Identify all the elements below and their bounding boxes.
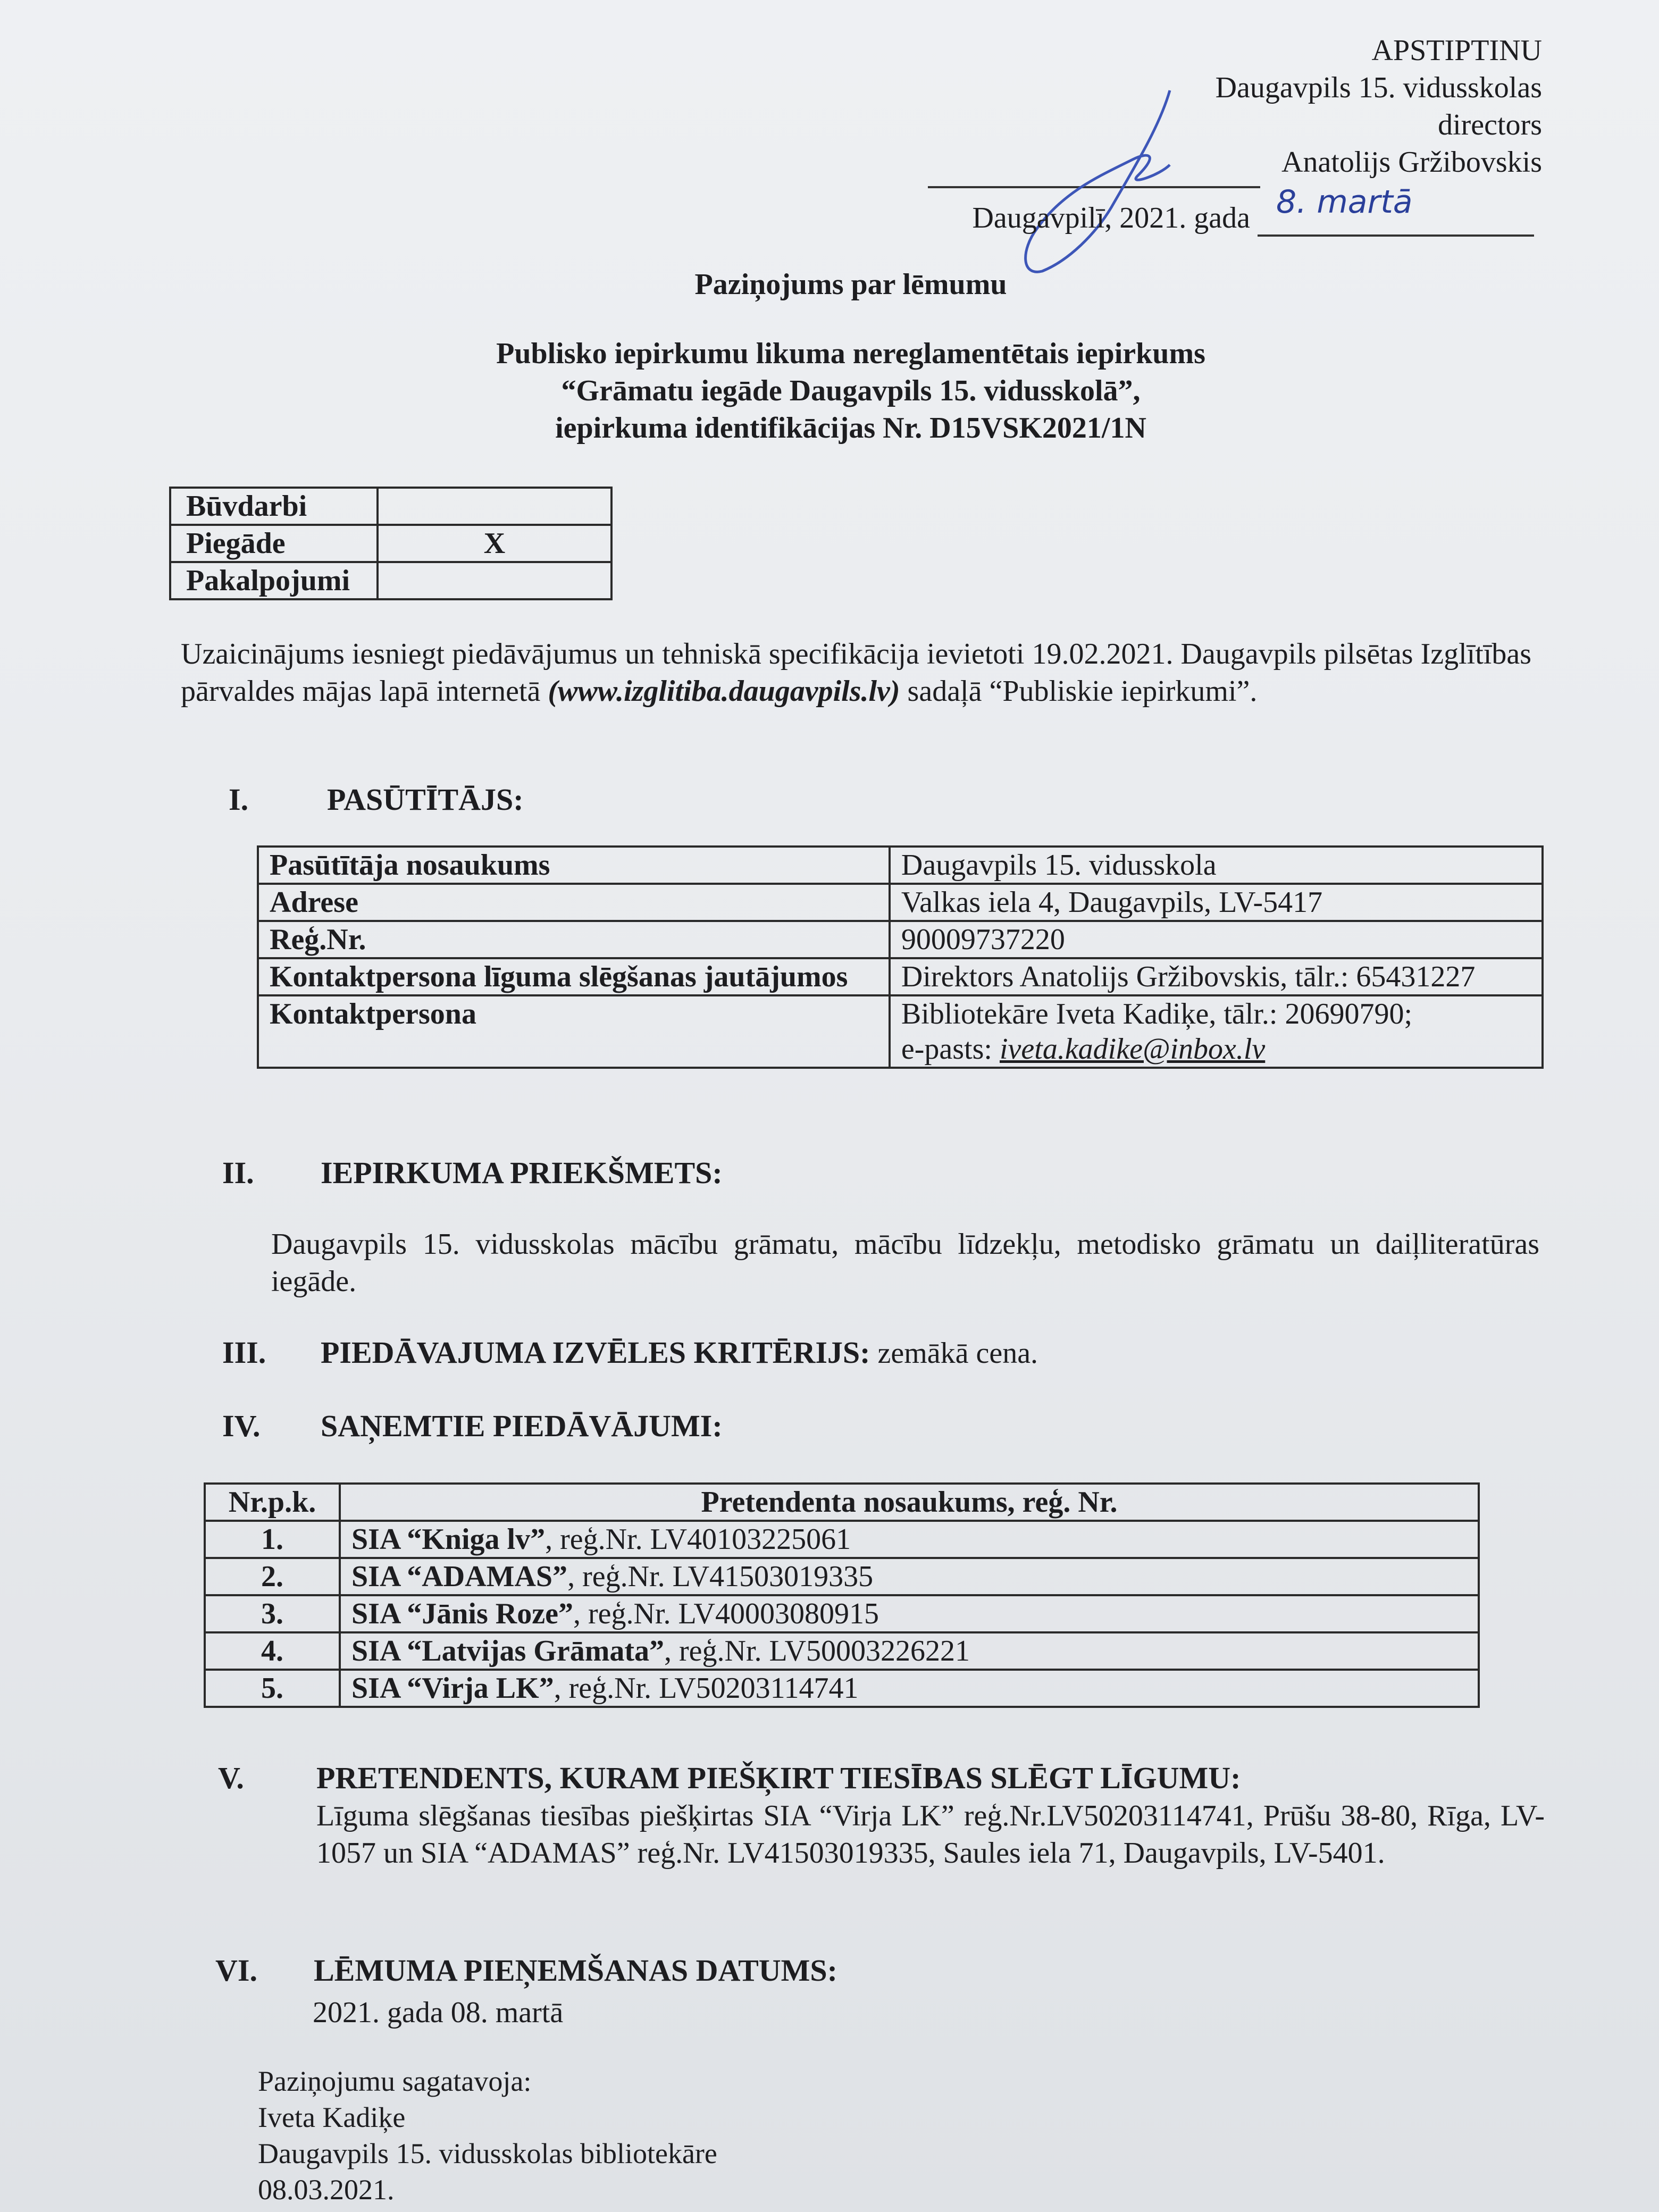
offer-reg: , reģ.Nr. LV41503019335 xyxy=(567,1560,874,1593)
prepared-date: 08.03.2021. xyxy=(258,2174,395,2206)
offer-reg: , reģ.Nr. LV40003080915 xyxy=(573,1597,879,1630)
column-header-name: Pretendenta nosaukums, reģ. Nr. xyxy=(340,1484,1479,1521)
section-2-text: Daugavpils 15. vidusskolas mācību grāmatu, mācību līdzekļu, metodisko grāmatu un daiļliteratūras iegāde. xyxy=(271,1228,1539,1298)
prepared-by-name: Iveta Kadiķe xyxy=(258,2101,406,2133)
client-contact-value xyxy=(890,995,1543,1068)
approval-name: Anatolijs Gržibovskis xyxy=(1281,146,1542,179)
prepared-by-block xyxy=(258,2063,717,2208)
section-3-text: zemākā cena. xyxy=(870,1337,1038,1370)
type-label: Piegāde xyxy=(170,525,378,562)
offer-reg: , reģ.Nr. LV50203114741 xyxy=(554,1672,859,1705)
client-reg-value: 90009737220 xyxy=(890,921,1543,958)
offers-table xyxy=(204,1482,1480,1708)
offer-reg: , reģ.Nr. LV50003226221 xyxy=(664,1635,970,1668)
approval-line2: directors xyxy=(1438,108,1542,141)
email-link[interactable]: iveta.kadike@inbox.lv xyxy=(999,1033,1266,1066)
contact-email-line xyxy=(901,1032,1531,1067)
client-contract-contact-label: Kontaktpersona līguma slēgšanas jautājumos xyxy=(258,958,890,995)
section-title: PASŪTĪTĀJS: xyxy=(327,782,524,817)
type-label: Būvdarbi xyxy=(170,488,378,525)
section-5-heading xyxy=(218,1760,1241,1796)
offer-number: 4. xyxy=(205,1632,340,1670)
section-1-heading xyxy=(229,782,524,817)
approval-date-prefix: Daugavpilī, 2021. gada xyxy=(972,202,1250,234)
intro-paragraph xyxy=(181,635,1531,710)
section-title: LĒMUMA PIEŅEMŠANAS DATUMS: xyxy=(314,1953,837,1988)
offer-name-cell xyxy=(340,1595,1479,1632)
offer-reg: , reģ.Nr. LV40103225061 xyxy=(545,1523,851,1556)
table-row xyxy=(205,1558,1479,1595)
table-row xyxy=(258,884,1543,921)
table-row xyxy=(170,525,611,562)
section-6-heading xyxy=(215,1953,837,1988)
section-number: VI. xyxy=(215,1953,257,1988)
contact-phone: Bibliotekāre Iveta Kadiķe, tālr.: 20690790; xyxy=(901,998,1412,1030)
client-address-value: Valkas iela 4, Daugavpils, LV-5417 xyxy=(890,884,1543,921)
table-row xyxy=(170,488,611,525)
offer-name-cell xyxy=(340,1632,1479,1670)
table-row xyxy=(205,1521,1479,1558)
intro-text: Uzaicinājums iesniegt piedāvājumus un tehniskā specifikācija ievietoti 19.02.2021. Daugavpils pilsētas Izglītības pārvaldes mājas lapā internetā xyxy=(181,638,1531,708)
section-title: SAŅEMTIE PIEDĀVĀJUMI: xyxy=(321,1409,723,1443)
column-header-number: Nr.p.k. xyxy=(205,1484,340,1521)
table-row xyxy=(258,995,1543,1068)
intro-link[interactable]: (www.izglitiba.daugavpils.lv) xyxy=(548,675,900,708)
type-mark xyxy=(378,488,611,525)
intro-text-end: sadaļā “Publiskie iepirkumi”. xyxy=(900,675,1258,708)
procurement-subheading xyxy=(319,335,1382,447)
section-3-heading xyxy=(222,1335,1038,1372)
subheading-line2: “Grāmatu iegāde Daugavpils 15. vidusskolā”, xyxy=(561,374,1141,407)
offer-name: SIA “ADAMAS” xyxy=(351,1560,568,1593)
offer-name: SIA “Latvijas Grāmata” xyxy=(351,1635,664,1668)
section-number: II. xyxy=(222,1155,254,1190)
approval-date-line xyxy=(970,199,1534,237)
section-number: V. xyxy=(218,1761,244,1795)
section-4-heading xyxy=(222,1408,723,1444)
offer-name-cell xyxy=(340,1521,1479,1558)
section-title: PRETENDENTS, KURAM PIEŠĶIRT TIESĪBAS SLĒGT LĪGUMU: xyxy=(316,1761,1241,1795)
section-number: III. xyxy=(222,1335,266,1370)
client-name-label: Pasūtītāja nosaukums xyxy=(258,847,890,884)
procurement-type-table xyxy=(169,487,613,600)
table-row xyxy=(170,562,611,599)
section-title: PIEDĀVAJUMA IZVĒLES KRITĒRIJS: xyxy=(321,1335,870,1370)
decision-date: 2021. gada 08. martā xyxy=(313,1996,564,2029)
section-5-text: Līguma slēgšanas tiesības piešķirtas SIA “Virja LK” reģ.Nr.LV50203114741, Prūšu 38-80, Rīga, LV-1057 un SIA “ADAMAS” reģ.Nr. LV41503019335, Saules iela 71, Daugavpils, LV-5401. xyxy=(316,1799,1545,1870)
approval-line1: Daugavpils 15. vidusskolas xyxy=(1215,71,1542,104)
subheading-line1: Publisko iepirkumu likuma nereglamentētais iepirkums xyxy=(496,337,1205,370)
prepared-by-role: Daugavpils 15. vidusskolas bibliotekāre xyxy=(258,2138,717,2169)
client-contract-contact-value: Direktors Anatolijs Gržibovskis, tālr.: 65431227 xyxy=(890,958,1543,995)
client-table xyxy=(257,845,1544,1069)
table-row xyxy=(258,958,1543,995)
table-row xyxy=(258,921,1543,958)
subheading-line3: iepirkuma identifikācijas Nr. D15VSK2021/1N xyxy=(555,412,1146,445)
section-2-heading xyxy=(222,1155,723,1191)
client-reg-label: Reģ.Nr. xyxy=(258,921,890,958)
section-number: IV. xyxy=(222,1409,261,1443)
table-header-row xyxy=(205,1484,1479,1521)
type-mark: X xyxy=(378,525,611,562)
offer-number: 2. xyxy=(205,1558,340,1595)
offer-name-cell xyxy=(340,1670,1479,1707)
type-label: Pakalpojumi xyxy=(170,562,378,599)
section-number: I. xyxy=(229,782,249,817)
signature-icon xyxy=(1000,85,1202,287)
offer-number: 5. xyxy=(205,1670,340,1707)
offer-name: SIA “Kniga lv” xyxy=(351,1523,546,1556)
offer-number: 1. xyxy=(205,1521,340,1558)
section-title: IEPIRKUMA PRIEKŠMETS: xyxy=(321,1155,723,1190)
page-title: Paziņojums par lēmumu xyxy=(694,268,1007,301)
offer-name: SIA “Virja LK” xyxy=(351,1672,554,1705)
client-contact-label: Kontaktpersona xyxy=(258,995,890,1068)
offer-name-cell xyxy=(340,1558,1479,1595)
offer-number: 3. xyxy=(205,1595,340,1632)
prepared-by-label: Paziņojumu sagatavoja: xyxy=(258,2065,532,2097)
offer-name: SIA “Jānis Roze” xyxy=(351,1597,573,1630)
table-row xyxy=(205,1670,1479,1707)
email-prefix: e-pasts: xyxy=(901,1033,1000,1066)
client-name-value: Daugavpils 15. vidusskola xyxy=(890,847,1543,884)
type-mark xyxy=(378,562,611,599)
client-address-label: Adrese xyxy=(258,884,890,921)
approval-title: APSTIPTINU xyxy=(1371,34,1542,67)
table-row xyxy=(205,1595,1479,1632)
handwritten-date: 8. martā xyxy=(1276,183,1413,221)
table-row xyxy=(258,847,1543,884)
table-row xyxy=(205,1632,1479,1670)
